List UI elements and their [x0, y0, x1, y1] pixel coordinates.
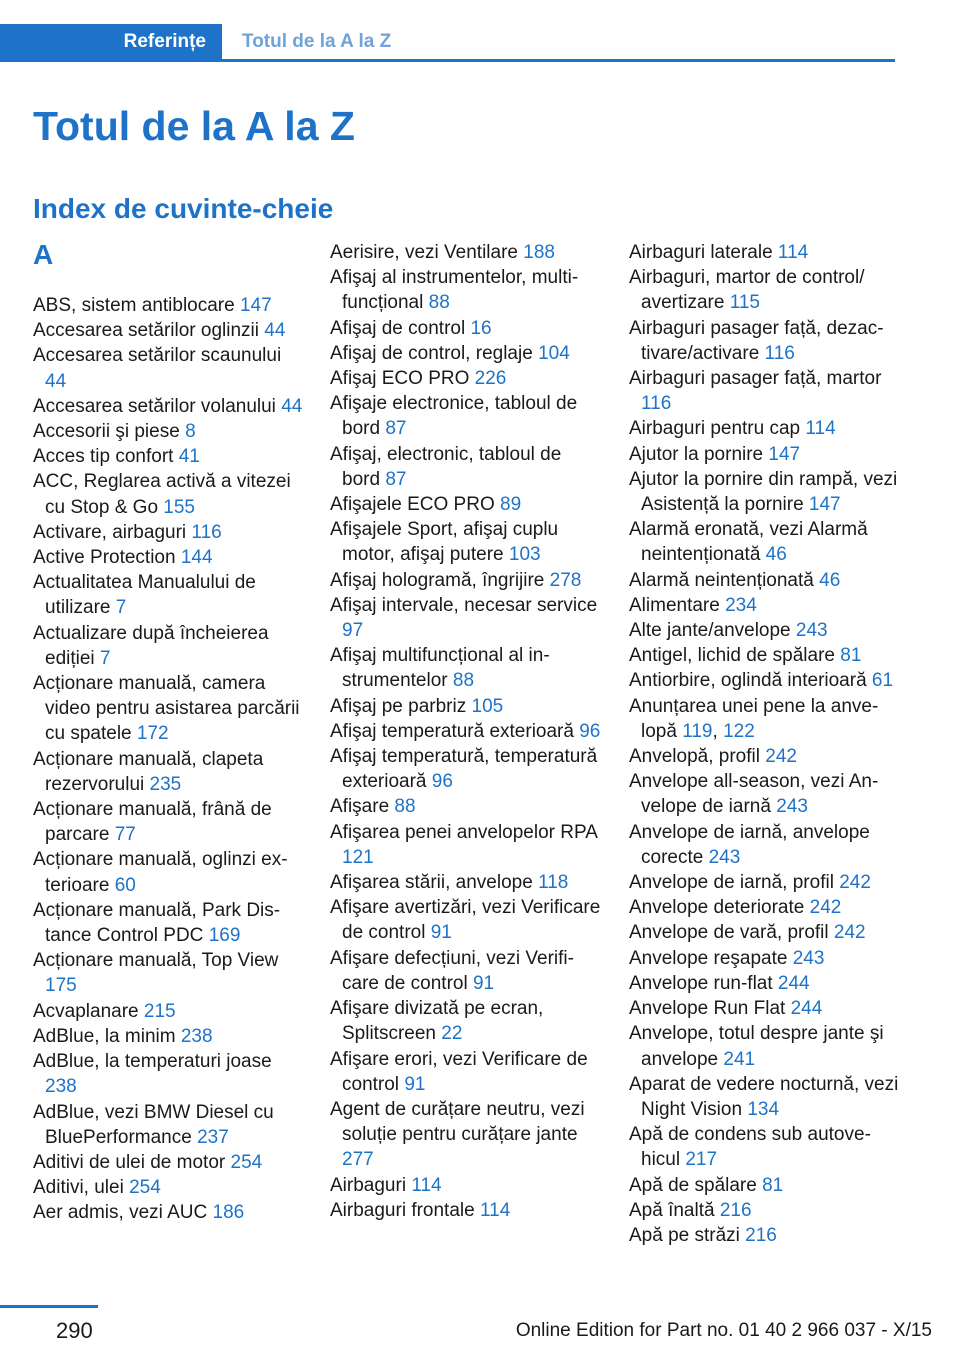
page-ref-link[interactable]: 46	[765, 544, 787, 566]
index-term: Alarmă neintenționată	[629, 569, 820, 591]
index-term: Apă de condens sub autovehicul	[629, 1124, 871, 1171]
index-entry	[629, 744, 899, 769]
index-term: Anvelope de iarnă, profil	[629, 872, 840, 894]
index-entry	[330, 643, 602, 693]
page-ref-link[interactable]: 122	[723, 720, 755, 742]
index-term: Acces tip confort	[33, 446, 179, 468]
index-entry	[629, 820, 899, 870]
index-term: Airbaguri pasager față, dezactivare/activare	[629, 317, 884, 364]
index-term: Alarmă eronată, vezi Alarmă neintenționată	[629, 519, 868, 566]
index-term: Afişaje electronice, tabloul de bord	[330, 393, 578, 440]
index-term: Afişare defecțiuni, vezi Verificare de control	[330, 947, 574, 994]
header-rule	[222, 59, 895, 62]
index-term: Afişarea stării, anvelope	[330, 872, 539, 894]
page-ref-link[interactable]: 7	[115, 597, 127, 619]
page-ref-link[interactable]: 116	[641, 393, 672, 415]
page-ref-link[interactable]: 244	[790, 998, 823, 1020]
page-ref-link[interactable]: 114	[777, 242, 809, 263]
index-term: Afişaj, electronic, tabloul de bord	[330, 443, 562, 490]
index-term: Accesorii şi piese	[33, 421, 186, 443]
page-ref-link[interactable]: 254	[129, 1177, 161, 1199]
index-term: Anvelope Run Flat	[629, 998, 791, 1020]
index-entry	[330, 794, 602, 819]
index-term: Aparat de vedere nocturnă, vezi Night Vision	[629, 1073, 899, 1120]
page-ref-link[interactable]: 114	[411, 1174, 442, 1196]
index-entry	[33, 520, 305, 545]
page-ref-link[interactable]: 215	[143, 1000, 176, 1022]
index-entry	[629, 1173, 899, 1198]
index-entry	[629, 517, 899, 567]
index-entry	[629, 920, 899, 945]
index-term: Afişare divizată pe ecran, Splitscreen	[330, 998, 544, 1045]
index-entry	[33, 419, 305, 444]
index-term: Anvelope run-flat	[629, 972, 778, 994]
index-term: Airbaguri	[330, 1174, 412, 1196]
index-term: Airbaguri, martor de control/ avertizare	[629, 267, 865, 314]
page-ref-link[interactable]: 237	[197, 1126, 229, 1148]
page-ref-link[interactable]: 243	[708, 846, 741, 868]
page-ref-link[interactable]: 103	[508, 544, 541, 566]
page-ref-link[interactable]: 8	[185, 421, 196, 443]
index-term: Aditivi, ulei	[33, 1177, 130, 1199]
index-term: Afişaj hologramă, îngrijire	[330, 569, 550, 591]
index-entry	[629, 769, 899, 819]
index-entry	[330, 870, 602, 895]
index-entry	[33, 1100, 305, 1150]
index-entry	[629, 366, 899, 416]
index-entry	[33, 999, 305, 1024]
page-ref-link[interactable]: 46	[819, 569, 841, 591]
index-term: Anvelope deteriorate	[629, 897, 810, 919]
index-entry	[629, 996, 899, 1021]
page-ref-link[interactable]: 116	[764, 342, 795, 364]
index-term: Airbaguri pasager față, martor	[629, 368, 882, 390]
page-ref-link[interactable]: 89	[500, 494, 522, 516]
page-ref-link[interactable]: 241	[723, 1048, 756, 1070]
page-ref-link[interactable]: 217	[685, 1149, 718, 1171]
index-term: Antigel, lichid de spălare	[629, 645, 841, 667]
page-ref-link[interactable]: 115	[729, 292, 760, 314]
header-bar	[0, 24, 895, 62]
index-term: Accesarea setărilor oglinzii	[33, 320, 265, 342]
page-ref-link[interactable]: 88	[394, 796, 416, 818]
page-ref-link[interactable]: 277	[342, 1149, 374, 1171]
index-entry	[330, 517, 602, 567]
index-entry	[629, 1198, 899, 1223]
page-ref-link[interactable]: 81	[840, 645, 862, 667]
index-term: Afişaj intervale, necesar service	[330, 594, 598, 616]
index-term: Aditivi de ulei de motor	[33, 1151, 231, 1173]
page-ref-link[interactable]: 44	[264, 320, 286, 342]
index-term: Actualitatea Manualului de utilizare	[33, 572, 256, 619]
page-ref-link[interactable]: 114	[805, 418, 836, 440]
index-entry	[33, 1024, 305, 1049]
page-ref-link[interactable]: 118	[538, 872, 569, 894]
index-term: Aer admis, vezi AUC	[33, 1202, 213, 1224]
index-entry	[33, 570, 305, 620]
index-entry	[629, 265, 899, 315]
page-ref-link[interactable]: 91	[404, 1073, 426, 1095]
index-term: Ajutor la pornire	[629, 443, 769, 465]
index-term: Afişaj ECO PRO	[330, 368, 475, 390]
index-term: Acționare manuală, camera video pentru asistarea parcării cu spatele	[33, 673, 300, 745]
page-ref-link[interactable]: 244	[777, 972, 810, 994]
index-entry	[629, 946, 899, 971]
index-entry	[629, 416, 899, 441]
index-entry	[330, 366, 602, 391]
page-ref-link[interactable]: 147	[808, 494, 841, 516]
index-entry	[330, 316, 602, 341]
index-entry	[629, 442, 899, 467]
index-entry	[33, 394, 305, 419]
page-ref-link[interactable]: 144	[180, 547, 213, 569]
index-term: Afişare	[330, 796, 395, 818]
index-entry	[330, 1097, 602, 1173]
page-ref-link[interactable]: 116	[191, 521, 222, 543]
index-entry	[33, 1049, 305, 1099]
page-ref-link[interactable]: 119	[682, 720, 713, 742]
index-term: Actualizare după încheierea ediției	[33, 622, 269, 669]
index-entry	[330, 391, 602, 441]
index-term: ABS, sistem antiblocare	[33, 295, 240, 316]
index-term: Anvelope reşapate	[629, 947, 793, 969]
index-term: Apă înaltă	[629, 1199, 720, 1221]
index-entry	[33, 318, 305, 343]
page-ref-link[interactable]: 216	[745, 1224, 777, 1246]
index-entry	[33, 293, 305, 318]
index-term: Afişare erori, vezi Verificare de control	[330, 1048, 588, 1095]
page-ref-link[interactable]: 242	[809, 897, 842, 919]
index-entry	[629, 568, 899, 593]
section-title: Index de cuvinte-cheie	[33, 193, 334, 224]
page-ref-link[interactable]: 147	[768, 443, 801, 465]
footer-rule	[0, 1305, 98, 1308]
index-term: Afişaj de control	[330, 317, 471, 339]
page-ref-link[interactable]: 243	[795, 620, 828, 642]
page-ref-link[interactable]: 278	[549, 569, 582, 591]
index-entry	[330, 895, 602, 945]
index-entry	[629, 643, 899, 668]
index-term: Alimentare	[629, 594, 726, 616]
page-ref-link[interactable]: 243	[792, 947, 825, 969]
index-entry	[33, 671, 305, 747]
index-term: Activare, airbaguri	[33, 521, 192, 543]
index-term: Apă pe străzi	[629, 1224, 746, 1246]
index-entry	[33, 343, 305, 393]
page-ref-link[interactable]: 121	[342, 846, 374, 868]
page-ref-link[interactable]: 254	[230, 1151, 263, 1173]
page-ref-link[interactable]: 7	[99, 647, 111, 669]
index-term: Afişaj multifuncțional al instrumentelor	[330, 645, 550, 692]
page-ref-link[interactable]: 243	[776, 796, 808, 818]
index-entry	[33, 469, 305, 519]
index-term: Afişaj temperatură, temperatură exterioară	[330, 746, 598, 793]
page-ref-link[interactable]: 216	[719, 1199, 752, 1221]
index-entry	[33, 747, 305, 797]
page-ref-link[interactable]: 134	[747, 1098, 780, 1120]
index-entry	[330, 593, 602, 643]
page-ref-link[interactable]: 155	[163, 496, 195, 518]
index-term: Afişaj pe parbriz	[330, 695, 472, 717]
index-entry	[629, 618, 899, 643]
index-entry	[629, 668, 899, 693]
index-entry	[629, 1122, 899, 1172]
page-ref-link[interactable]: 22	[441, 1023, 463, 1045]
page-ref-link[interactable]: 235	[149, 773, 182, 795]
index-entry	[629, 467, 899, 517]
index-entry	[330, 265, 602, 315]
index-term: Agent de curățare neutru, vezi soluție pentru curățare jante	[330, 1098, 585, 1146]
index-term: Active Protection	[33, 547, 181, 569]
page-ref-link[interactable]: 44	[45, 370, 67, 392]
page-ref-link[interactable]: 88	[452, 670, 475, 692]
index-term: Accesarea setărilor scaunului	[33, 345, 282, 367]
index-entry	[33, 1200, 305, 1225]
page-ref-link[interactable]: 87	[385, 418, 407, 440]
index-entry	[330, 719, 602, 744]
index-term: ACC, Reglarea activă a vitezei cu Stop & Go	[33, 471, 291, 518]
page-ref-link[interactable]: 41	[178, 446, 200, 468]
index-column-1	[33, 240, 305, 1226]
index-entry	[330, 568, 602, 593]
index-entry	[33, 898, 305, 948]
index-entry	[629, 1223, 899, 1248]
index-term: Airbaguri laterale	[629, 242, 778, 263]
index-entry	[330, 820, 602, 870]
index-entry	[33, 1175, 305, 1200]
index-entry	[33, 797, 305, 847]
page-ref-link[interactable]: 97	[342, 620, 364, 642]
index-term: Afişaj temperatură exterioară	[330, 720, 580, 742]
page-ref-link[interactable]: 105	[471, 695, 504, 717]
page-ref-link[interactable]: 60	[114, 874, 136, 896]
index-entry	[629, 240, 899, 265]
index-term: Airbaguri pentru cap	[629, 418, 806, 440]
page-ref-link[interactable]: 96	[431, 771, 453, 793]
page-title: Totul de la A la Z	[33, 103, 355, 149]
page-ref-link[interactable]: 186	[212, 1202, 245, 1224]
page-ref-link[interactable]: 77	[114, 824, 136, 846]
index-term: Acționare manuală, clapeta rezervorului	[33, 748, 264, 795]
index-term: Anvelope, totul despre jante şi anvelope	[629, 1023, 884, 1070]
index-term: Acționare manuală, Park Distance Control PDC	[33, 899, 281, 947]
index-entry	[629, 1021, 899, 1071]
index-term: Anvelopă, profil	[629, 746, 766, 768]
index-term: Acvaplanare	[33, 1000, 144, 1022]
index-entry	[330, 341, 602, 366]
page-ref-link[interactable]: 44	[281, 395, 303, 417]
index-entry	[330, 694, 602, 719]
page-ref-separator: ,	[712, 720, 724, 742]
index-entry	[629, 694, 899, 744]
edition-note: Online Edition for Part no. 01 40 2 966 037 - X/15	[515, 1320, 932, 1341]
index-term: Anvelope de iarnă, anvelope corecte	[629, 821, 870, 868]
index-entry	[33, 847, 305, 897]
page-ref-link[interactable]: 238	[180, 1025, 213, 1047]
page-ref-link[interactable]: 242	[839, 872, 871, 894]
page-ref-link[interactable]: 234	[725, 594, 757, 616]
index-entry	[330, 744, 602, 794]
index-entry	[33, 444, 305, 469]
index-term: AdBlue, vezi BMW Diesel cu BluePerformance	[33, 1101, 274, 1148]
page-ref-link[interactable]: 96	[579, 720, 601, 742]
page-ref-link[interactable]: 175	[45, 975, 77, 997]
index-term: Acționare manuală, Top View	[33, 950, 279, 972]
index-term: Apă de spălare	[629, 1174, 763, 1196]
index-term: Acționare manuală, oglinzi exterioare	[33, 849, 288, 896]
page-ref-link[interactable]: 169	[208, 925, 241, 947]
index-term: Accesarea setărilor volanului	[33, 395, 282, 417]
index-term: Antiorbire, oglindă interioară	[629, 670, 872, 692]
page-ref-link[interactable]: 81	[762, 1174, 784, 1196]
page-ref-link[interactable]: 61	[871, 670, 894, 692]
index-term: Afişajele ECO PRO	[330, 494, 500, 516]
index-entry	[33, 621, 305, 671]
index-entry	[33, 545, 305, 570]
index-term: Afişarea penei anvelopelor RPA	[330, 821, 597, 843]
index-entry	[330, 442, 602, 492]
section-tab	[0, 24, 222, 62]
index-entry	[330, 492, 602, 517]
page-number: 290	[56, 1318, 93, 1343]
index-entry	[330, 1173, 602, 1198]
index-entry	[629, 870, 899, 895]
page-ref-link[interactable]: 188	[523, 242, 555, 263]
index-entry	[330, 1047, 602, 1097]
index-term: Anvelope de vară, profil	[629, 922, 834, 944]
index-term: AdBlue, la temperaturi joase	[33, 1051, 272, 1073]
index-term: Anvelope all-season, vezi Anvelope de iarnă	[629, 771, 879, 818]
index-entry	[330, 240, 602, 265]
page-ref-link[interactable]: 91	[430, 922, 452, 944]
page-ref-link[interactable]: 238	[45, 1076, 77, 1098]
page-ref-link[interactable]: 226	[474, 368, 507, 390]
page-ref-link[interactable]: 242	[833, 922, 866, 944]
index-term: Acționare manuală, frână de parcare	[33, 799, 272, 846]
index-entry	[330, 1198, 602, 1223]
index-term: Airbaguri frontale	[330, 1199, 480, 1221]
index-term: Anunțarea unei pene la anvelopă	[629, 695, 879, 742]
index-entry	[330, 996, 602, 1046]
index-term: Afişare avertizări, vezi Verificare de control	[330, 897, 601, 944]
index-term: Ajutor la pornire din rampă, vezi Asistență la pornire	[629, 468, 898, 516]
index-term: AdBlue, la minim	[33, 1025, 181, 1047]
page-ref-link[interactable]: 242	[765, 746, 797, 768]
page-ref-link[interactable]: 88	[428, 292, 450, 314]
page-ref-link[interactable]: 91	[472, 972, 495, 994]
index-term: Aerisire, vezi Ventilare	[330, 242, 524, 263]
index-column-2	[330, 240, 602, 1223]
section-tab-label: Referințe	[123, 31, 206, 52]
index-column-3	[629, 240, 899, 1248]
index-entry	[629, 971, 899, 996]
index-entry	[33, 1150, 305, 1175]
index-entry	[629, 895, 899, 920]
page-ref-link[interactable]: 87	[385, 468, 407, 490]
index-entry	[330, 946, 602, 996]
index-entry	[629, 316, 899, 366]
index-entry	[629, 1072, 899, 1122]
page-ref-link[interactable]: 172	[136, 723, 169, 745]
index-term: Afişajele Sport, afişaj cuplu motor, afişaj putere	[330, 519, 559, 566]
index-entry	[33, 948, 305, 998]
page-ref-link[interactable]: 104	[538, 342, 570, 364]
index-letter: A	[33, 239, 54, 270]
page-ref-link[interactable]: 16	[470, 317, 492, 339]
page-ref-link[interactable]: 147	[239, 295, 272, 316]
page-ref-link[interactable]: 114	[479, 1199, 511, 1221]
breadcrumb: Totul de la A la Z	[242, 31, 392, 52]
index-entry	[629, 593, 899, 618]
index-term: Afişaj de control, reglaje	[330, 342, 539, 364]
index-term: Afişaj al instrumentelor, multifuncțional	[330, 267, 579, 314]
index-term: Alte jante/anvelope	[629, 620, 796, 642]
